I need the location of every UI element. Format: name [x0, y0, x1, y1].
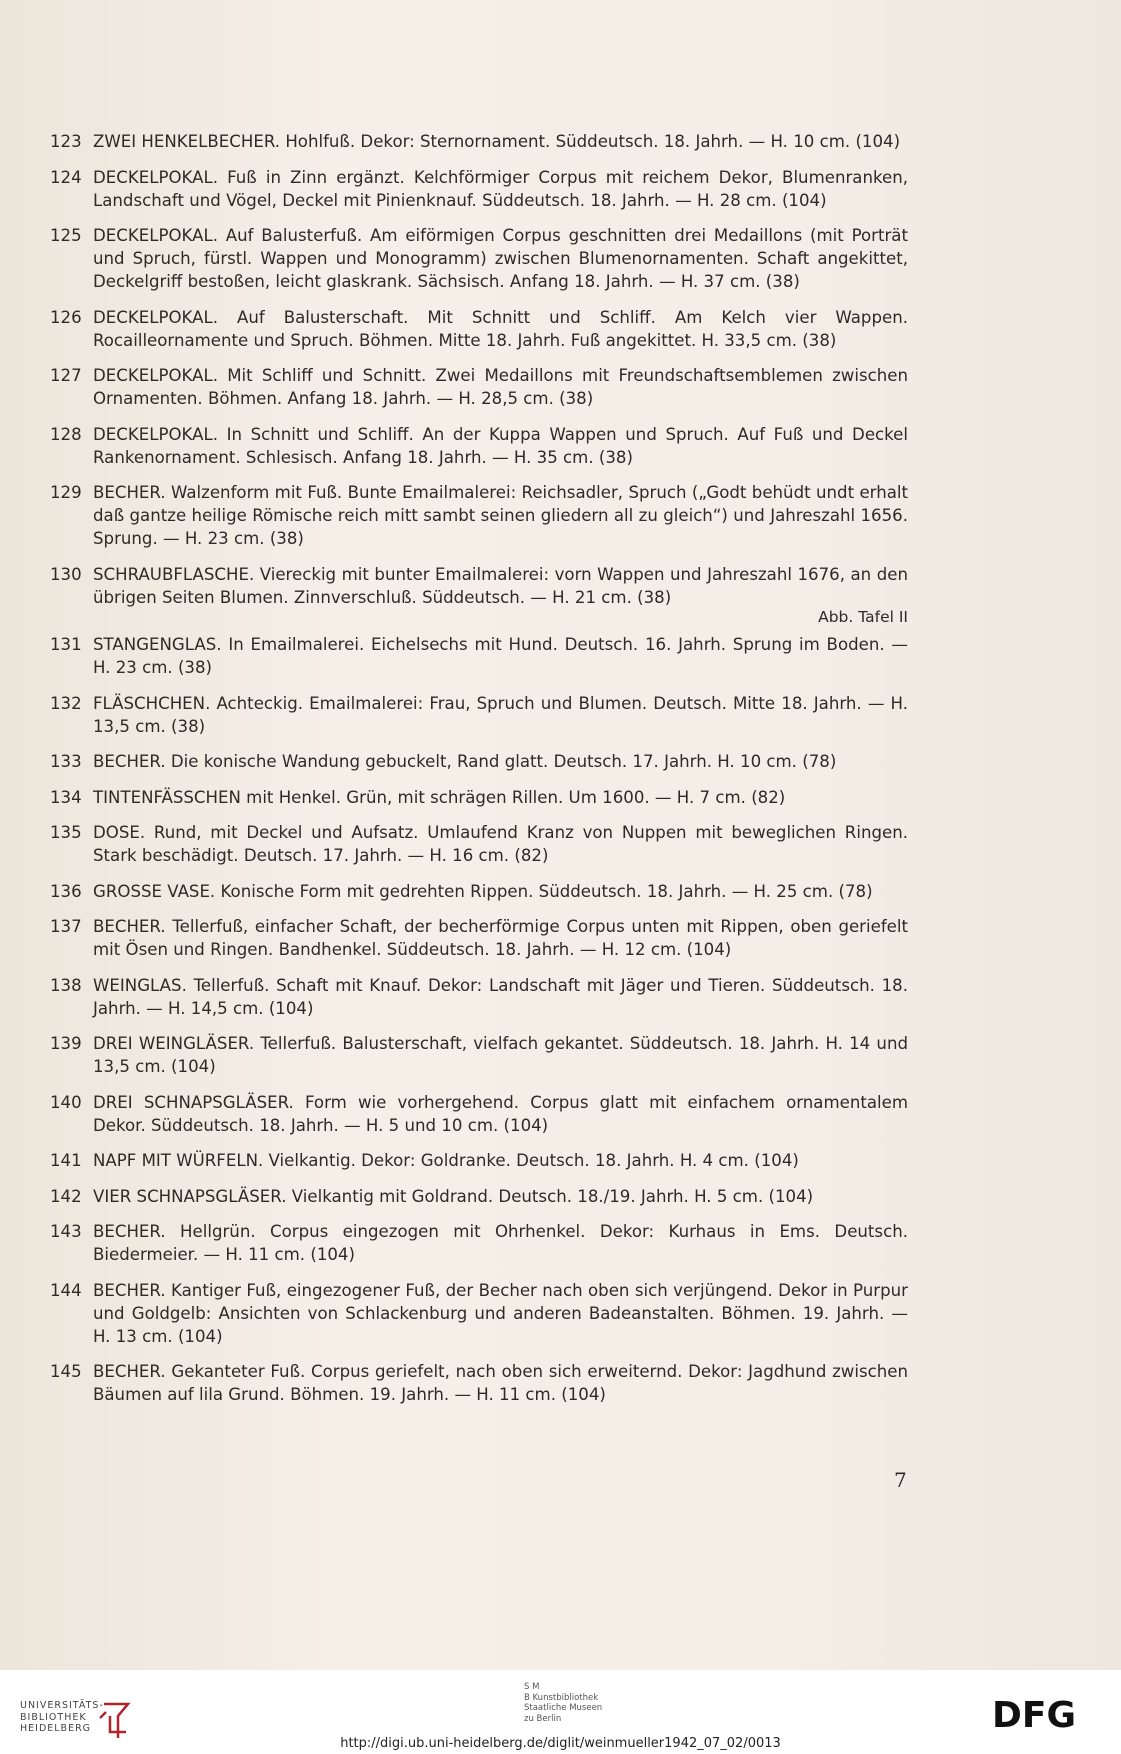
catalog-entry: [50, 166, 908, 212]
catalog-entry: [50, 1032, 908, 1078]
entry-description: [93, 1149, 908, 1172]
plate-reference: Abb. Tafel II: [818, 607, 908, 626]
entry-text: SCHRAUBFLASCHE. Viereckig mit bunter Emailmalerei: vorn Wappen und Jahreszahl 1676, an den übrigen Seiten Blumen. Zinnverschluß. Süddeutsch. — H. 21 cm. (38): [93, 564, 908, 607]
catalog-entries: [50, 130, 908, 1419]
page-number: 7: [894, 1468, 907, 1492]
entry-number: 143: [50, 1222, 82, 1241]
entry-number: 134: [50, 787, 82, 807]
entry-description: [93, 1279, 908, 1348]
ub-line-3: HEIDELBERG: [20, 1723, 92, 1734]
entry-description: [93, 786, 908, 809]
entry-description: [93, 224, 908, 293]
entry-description: [93, 364, 908, 410]
kunstbibliothek-credit: [524, 1682, 602, 1724]
entry-description: [93, 1360, 908, 1406]
entry-number: 138: [50, 975, 82, 995]
entry-text: NAPF MIT WÜRFELN. Vielkantig. Dekor: Goldranke. Deutsch. 18. Jahrh. H. 4 cm. (104): [93, 1151, 799, 1170]
entry-number: 135: [50, 823, 82, 842]
entry-number: 127: [50, 366, 82, 385]
footer-bar: [0, 1670, 1121, 1754]
catalog-entry: [50, 821, 908, 867]
catalog-entry: [50, 423, 908, 469]
entry-text: BECHER. Hellgrün. Corpus eingezogen mit Ohrhenkel. Dekor: Kurhaus in Ems. Deutsch. Biedermeier. — H. 11 cm. (104): [93, 1222, 908, 1264]
entry-text: DECKELPOKAL. Mit Schliff und Schnitt. Zwei Medaillons mit Freundschaftsemblemen zwischen Ornamenten. Böhmen. Anfang 18. Jahrh. — H. 28,5 cm. (38): [93, 366, 908, 408]
catalog-entry: [50, 1149, 908, 1172]
catalog-entry: [50, 786, 908, 809]
entry-description: [93, 974, 908, 1020]
entry-description: [93, 750, 908, 773]
kb-line-3: Staatliche Museen: [524, 1703, 603, 1713]
entry-number: 139: [50, 1034, 82, 1053]
ub-heidelberg-name[interactable]: [20, 1700, 104, 1735]
entry-number: 125: [50, 226, 82, 245]
entry-text: FLÄSCHCHEN. Achteckig. Emailmalerei: Frau, Spruch und Blumen. Deutsch. Mitte 18. Jahrh. — H. 13,5 cm. (38): [93, 693, 908, 736]
catalog-entry: [50, 224, 908, 293]
entry-text: BECHER. Kantiger Fuß, eingezogener Fuß, der Becher nach oben sich verjüngend. Dekor in Purpur und Goldgelb: Ansichten von Schlackenburg und anderen Badeanstalten. Böhmen. 19. Jahrh. — H. 13 cm. (104): [93, 1280, 908, 1346]
entry-description: [93, 880, 908, 903]
entry-text: BECHER. Walzenform mit Fuß. Bunte Emailmalerei: Reichsadler, Spruch („Godt behüdt undt erhalt daß gantze heilige Römische reich mitt sambt seinen gliedern all zu gleich“) und Jahreszahl 1656. Sprung. — H. 23 cm. (38): [93, 483, 908, 548]
entry-description: [93, 915, 908, 961]
catalog-entry: [50, 1185, 908, 1208]
entry-description: [93, 1091, 908, 1137]
entry-text: BECHER. Tellerfuß, einfacher Schaft, der becherförmige Corpus unten mit Rippen, oben geriefelt mit Ösen und Ringen. Bandhenkel. Süddeutsch. 18. Jahrh. — H. 12 cm. (104): [93, 917, 908, 959]
entry-text: BECHER. Gekanteter Fuß. Corpus geriefelt, nach oben sich erweiternd. Dekor: Jagdhund zwischen Bäumen auf lila Grund. Böhmen. 19. Jahrh. — H. 11 cm. (104): [93, 1362, 908, 1404]
entry-number: 136: [50, 881, 82, 901]
catalog-entry: [50, 306, 908, 352]
entry-text: BECHER. Die konische Wandung gebuckelt, Rand glatt. Deutsch. 17. Jahrh. H. 10 cm. (78): [93, 752, 837, 771]
entry-description: [93, 1220, 908, 1266]
catalog-entry: [50, 481, 908, 550]
entry-description: [93, 306, 908, 352]
catalog-entry: [50, 1360, 908, 1406]
entry-text: DREI WEINGLÄSER. Tellerfuß. Balusterschaft, vielfach gekantet. Süddeutsch. 18. Jahrh. H. 14 und 13,5 cm. (104): [93, 1034, 908, 1076]
catalog-entry: [50, 974, 908, 1020]
dfg-logo-text: DFG: [992, 1696, 1077, 1732]
entry-text: DECKELPOKAL. Auf Balusterschaft. Mit Schnitt und Schliff. Am Kelch vier Wappen. Rocailleornamente und Spruch. Böhmen. Mitte 18. Jahrh. Fuß angekittet. H. 33,5 cm. (38): [93, 307, 908, 350]
catalog-entry: [50, 563, 908, 626]
entry-description: [93, 423, 908, 469]
catalog-entry: [50, 915, 908, 961]
entry-number: 133: [50, 752, 82, 771]
entry-number: 130: [50, 564, 82, 584]
entry-number: 137: [50, 917, 82, 936]
entry-text: DREI SCHNAPSGLÄSER. Form wie vorhergehend. Corpus glatt mit einfachem ornamentalem Dekor. Süddeutsch. 18. Jahrh. — H. 5 und 10 cm. (104): [93, 1092, 908, 1135]
entry-text: GROSSE VASE. Konische Form mit gedrehten Rippen. Süddeutsch. 18. Jahrh. — H. 25 cm. (78): [93, 881, 873, 901]
entry-text: DECKELPOKAL. In Schnitt und Schliff. An der Kuppa Wappen und Spruch. Auf Fuß und Deckel Rankenornament. Schlesisch. Anfang 18. Jahrh. — H. 35 cm. (38): [93, 424, 908, 467]
entry-text: WEINGLAS. Tellerfuß. Schaft mit Knauf. Dekor: Landschaft mit Jäger und Tieren. Süddeutsch. 18. Jahrh. — H. 14,5 cm. (104): [93, 975, 908, 1018]
entry-text: STANGENGLAS. In Emailmalerei. Eichelsechs mit Hund. Deutsch. 16. Jahrh. Sprung im Boden. — H. 23 cm. (38): [93, 635, 908, 677]
entry-text: DECKELPOKAL. Fuß in Zinn ergänzt. Kelchförmiger Corpus mit reichem Dekor, Blumenranken, Landschaft und Vögel, Deckel mit Pinienknauf. Süddeutsch. 18. Jahrh. — H. 28 cm. (104): [93, 167, 908, 210]
catalog-entry: [50, 633, 908, 679]
entry-description: [93, 166, 908, 212]
entry-number: 124: [50, 167, 82, 187]
entry-number: 128: [50, 424, 82, 444]
source-url-link[interactable]: http://digi.ub.uni-heidelberg.de/diglit/weinmueller1942_07_02/0013: [340, 1736, 781, 1751]
entry-description: [93, 563, 908, 626]
catalog-entry: [50, 750, 908, 773]
kb-line-4: zu Berlin: [524, 1713, 562, 1724]
entry-number: 144: [50, 1280, 82, 1300]
entry-description: [93, 130, 908, 153]
entry-description: [93, 1032, 908, 1078]
dfg-logo-icon[interactable]: [992, 1696, 1092, 1732]
entry-text: VIER SCHNAPSGLÄSER. Vielkantig mit Goldrand. Deutsch. 18./19. Jahrh. H. 5 cm. (104): [93, 1186, 814, 1206]
entry-description: [93, 692, 908, 738]
entry-description: [93, 821, 908, 867]
catalog-entry: [50, 1091, 908, 1137]
entry-text: ZWEI HENKELBECHER. Hohlfuß. Dekor: Sternornament. Süddeutsch. 18. Jahrh. — H. 10 cm. (104): [93, 132, 901, 151]
entry-description: [93, 481, 908, 550]
entry-number: 131: [50, 635, 82, 654]
entry-text: DECKELPOKAL. Auf Balusterfuß. Am eiförmigen Corpus geschnitten drei Medaillons (mit Porträt und Spruch, fürstl. Wappen und Monogramm) zwischen Blumenornamenten. Schaft angekittet, Deckelgriff bestoßen, leicht glaskrank. Sächsisch. Anfang 18. Jahrh. — H. 37 cm. (38): [93, 226, 908, 291]
entry-number: 123: [50, 132, 82, 151]
kb-line-2: B Kunstbibliothek: [524, 1692, 599, 1703]
catalog-entry: [50, 130, 908, 153]
entry-number: 140: [50, 1092, 82, 1112]
entry-description: [93, 1185, 908, 1208]
catalog-entry: [50, 1220, 908, 1266]
entry-text: DOSE. Rund, mit Deckel und Aufsatz. Umlaufend Kranz von Nuppen mit beweglichen Ringen. Stark beschädigt. Deutsch. 17. Jahrh. — H. 16 cm. (82): [93, 823, 908, 865]
entry-number: 142: [50, 1186, 82, 1206]
entry-number: 145: [50, 1362, 82, 1381]
entry-number: 141: [50, 1151, 82, 1170]
entry-number: 129: [50, 483, 82, 502]
entry-text: TINTENFÄSSCHEN mit Henkel. Grün, mit schrägen Rillen. Um 1600. — H. 7 cm. (82): [93, 787, 786, 807]
catalog-entry: [50, 1279, 908, 1348]
catalog-entry: [50, 880, 908, 903]
kb-line-1: S M: [524, 1682, 540, 1692]
catalog-entry: [50, 364, 908, 410]
entry-number: 126: [50, 307, 82, 327]
catalog-entry: [50, 692, 908, 738]
ub-line-2: BIBLIOTHEK: [20, 1711, 87, 1723]
entry-number: 132: [50, 693, 82, 713]
ub-line-1: UNIVERSITÄTS-: [20, 1700, 104, 1711]
entry-description: [93, 633, 908, 679]
